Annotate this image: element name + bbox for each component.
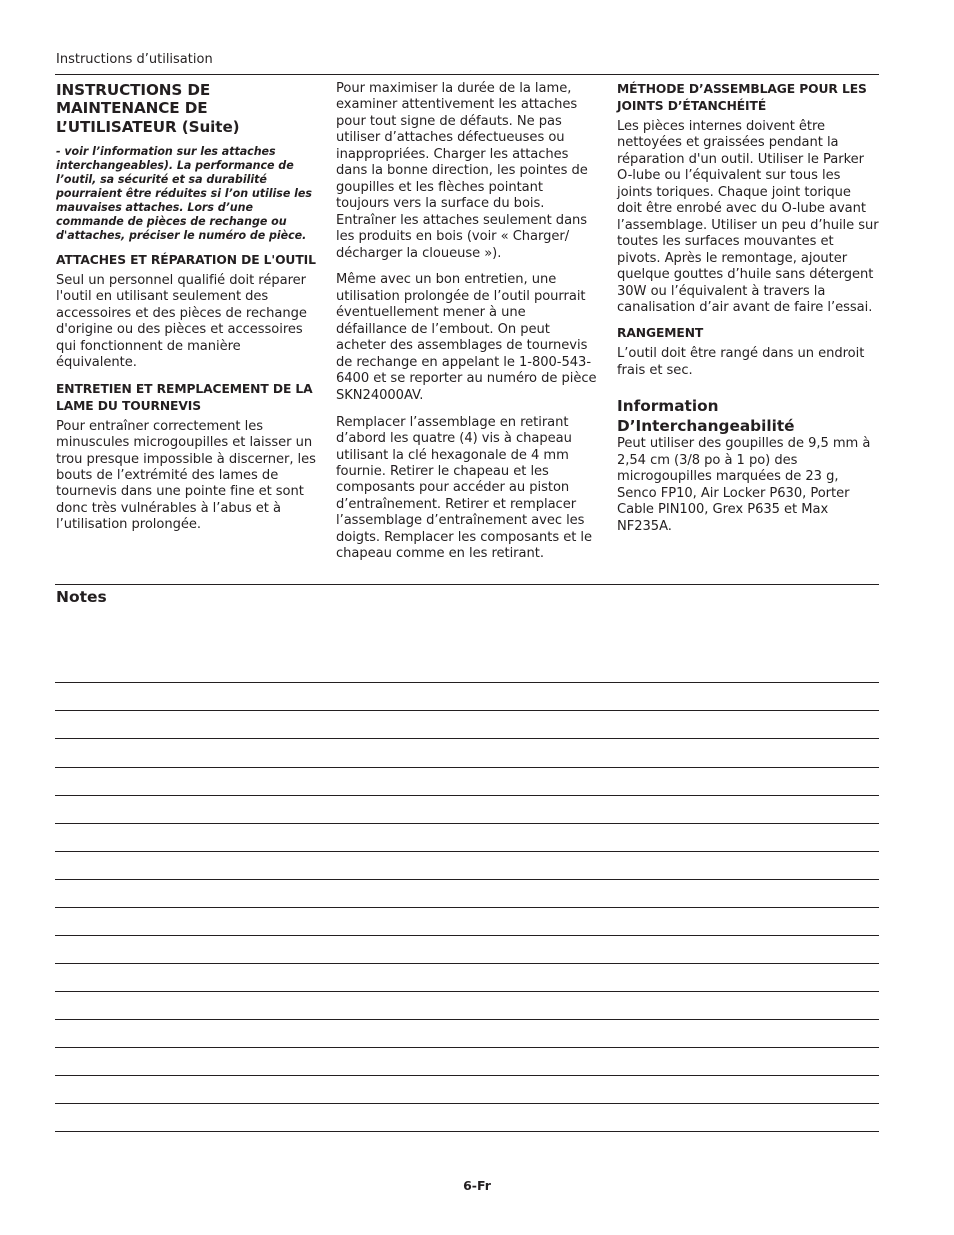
note-line	[55, 1019, 879, 1020]
section-title	[56, 81, 320, 136]
note-line	[55, 1075, 879, 1076]
note-line	[55, 1047, 879, 1048]
note-line	[55, 1103, 879, 1104]
heading-interchangeabilite: Information D’Interchangeabilité	[617, 397, 795, 435]
paragraph-assemblage-joints: Les pièces internes doivent être nettoyées et graissées pendant la réparation d'un outil. Utiliser le Parker O-lube ou l’équivalent sur tous les joints toriques. Chaque joint torique doit être enrobé avec du O-lube avant l’assemblage. Utiliser un peu d’huile sur toutes les surfaces mouvantes et pivots. Après le remontage, ajouter quelque gouttes d’huile sans détergent 30W ou l’équivalent à travers la canalisation d’air avant de faire l’essai.	[617, 119, 879, 315]
notes-rule	[55, 584, 879, 585]
running-header: Instructions d’utilisation	[56, 52, 213, 67]
note-line	[55, 795, 879, 796]
paragraph-entretien-lame: Pour entraîner correctement les minuscules microgoupilles et laisser un trou presque impossible à discerner, les bouts de l’extrémité des lames de tournevis dans une pointe fine et sont donc très vulnérables à l’abus et à l’utilisation prolongée.	[56, 418, 316, 533]
note-line	[55, 1131, 879, 1132]
note-line	[55, 963, 879, 964]
note-line	[55, 991, 879, 992]
note-line	[55, 823, 879, 824]
paragraph-maximiser: Pour maximiser la durée de la lame, examiner attentivement les attaches pour tout signe de défauts. Ne pas utiliser d’attaches défectueuses ou inappropriées. Charger les attaches dans la bonne direction, les pointes de goupilles et les flèches pointant toujours vers la surface du bois. Entraîner les attaches seulement dans les produits en bois (voir « Charger/ décharger la cloueuse »).	[336, 81, 588, 261]
note-line	[55, 767, 879, 768]
note-line	[55, 879, 879, 880]
section-title-text: INSTRUCTIONS DE MAINTENANCE DE L’UTILISATEUR (Suite)	[56, 81, 240, 136]
paragraph-remplacer: Remplacer l’assemblage en retirant d’abord les quatre (4) vis à chapeau utilisant la clé hexagonale de 4 mm fournie. Retirer le chapeau et les composants pour accéder au piston d’entraînement. Retirer et remplacer l’assemblage d’entraînement avec les doigts. Remplacer les composants et le chapeau comme en les retirant.	[336, 414, 593, 562]
note-line	[55, 851, 879, 852]
column-1	[56, 81, 320, 543]
subheading-attaches: ATTACHES ET RÉPARATION DE L'OUTIL	[56, 252, 316, 267]
note-line	[55, 682, 879, 683]
note-line	[55, 710, 879, 711]
paragraph-interchangeabilite: Peut utiliser des goupilles de 9,5 mm à 2,54 cm (3/8 po à 1 po) des microgoupilles marquées de 23 g, Senco FP10, Air Locker P630, Porter Cable PIN100, Grex P635 et Max NF235A.	[617, 436, 871, 534]
notes-heading: Notes	[56, 588, 107, 606]
column-2	[336, 81, 598, 573]
note-line	[55, 907, 879, 908]
subheading-assemblage-joints: MÉTHODE D’ASSEMBLAGE POUR LES JOINTS D’ÉTANCHÉITÉ	[617, 82, 867, 113]
intro-note: - voir l’information sur les attaches interchangeables). La performance de l’outil, sa sécurité et sa durabilité pourraient être réduites si l’on utilise les mauvaises attaches. Lors d’une commande de pièces de rechange ou d'attaches, préciser le numéro de pièce.	[56, 144, 312, 242]
note-line	[55, 738, 879, 739]
note-line	[55, 935, 879, 936]
page-number: 6-Fr	[463, 1178, 491, 1193]
subheading-entretien-lame: ENTRETIEN ET REMPLACEMENT DE LA LAME DU TOURNEVIS	[56, 381, 313, 413]
header-rule	[55, 74, 879, 75]
paragraph-rangement: L’outil doit être rangé dans un endroit frais et sec.	[617, 346, 865, 378]
subheading-rangement: RANGEMENT	[617, 326, 704, 341]
column-3	[617, 81, 879, 544]
paragraph-attaches: Seul un personnel qualifié doit réparer l'outil en utilisant seulement des accessoires et des pièces de rechange d'origine ou des pièces et accessoires qui fonctionnent de manière équivalente.	[56, 272, 307, 371]
paragraph-entretien-embout: Même avec un bon entretien, une utilisation prolongée de l’outil pourrait éventuellement mener à une défaillance de l’embout. On peut acheter des assemblages de tournevis de rechange en appelant le 1-800-543-6400 et se reporter au numéro de pièce SKN24000AV.	[336, 272, 597, 403]
